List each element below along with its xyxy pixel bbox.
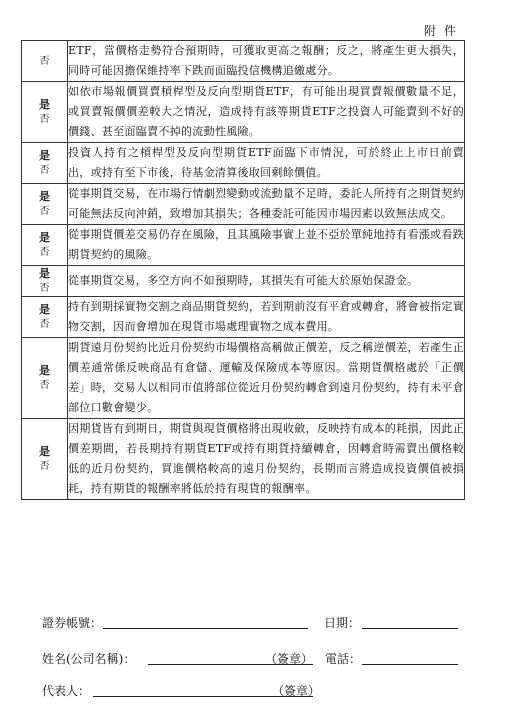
yes-option[interactable]: 是 (39, 98, 50, 111)
yes-option[interactable]: 是 (39, 149, 50, 162)
risk-row (22, 41, 465, 82)
risk-statement: 期貨遠月份契約比近月份契約市場價格高稱做正價差，反之稱逆價差，若產生正價差通常係反映商品有倉儲、運輸及保險成本等原因。當期貨價格處於「正價差」時，交易人以相同市值將部位從近月份契約轉倉到遠月份契約，持有未平倉部位口數會變少。 (68, 338, 465, 419)
date-field[interactable] (362, 628, 458, 629)
risk-disclosure-table (21, 40, 465, 500)
phone-field[interactable] (362, 664, 458, 665)
no-option[interactable]: 否 (39, 55, 50, 67)
risk-row (22, 297, 465, 338)
no-option[interactable]: 否 (39, 319, 50, 330)
yes-option[interactable]: 是 (39, 445, 50, 458)
yes-no-cell (22, 338, 68, 419)
no-option[interactable]: 否 (39, 461, 50, 472)
no-option[interactable]: 否 (39, 165, 50, 176)
risk-statement: ETF，當價格走勢符合預期時，可獲取更高之報酬；反之，將產生更大損失，同時可能因擔保維持率下跌而面臨投信機構追繳處分。 (68, 41, 465, 82)
risk-row (22, 266, 465, 297)
yes-no-cell (22, 225, 68, 266)
risk-row (22, 184, 465, 225)
annex-label: 附件 (424, 24, 465, 38)
risk-statement: 如依市場報價買賣槓桿型及反向型期貨ETF，有可能出現買賣報價數量不足，或買賣報價價差較大之情況，造成持有該等期貨ETF之投資人可能賣到不好的價錢、甚至面臨賣不掉的流動性風險。 (68, 82, 465, 143)
yes-no-cell (22, 82, 68, 143)
risk-statement: 從事期貨交易，在市場行情劇烈變動或流動量不足時，委託人所持有之期貨契約可能無法反向沖銷，致增加其損失；各種委託可能因市場因素以致無法成交。 (68, 184, 465, 225)
no-option[interactable]: 否 (39, 380, 50, 391)
risk-statement: 持有到期採實物交割之商品期貨契約，若到期前沒有平倉或轉倉，將會被指定實物交割，因而會增加在現貨市場處理實物之成本費用。 (68, 297, 465, 338)
yes-no-cell (22, 41, 68, 82)
yes-option[interactable]: 是 (39, 231, 50, 244)
risk-row (22, 82, 465, 143)
yes-option[interactable]: 是 (39, 267, 50, 280)
no-option[interactable]: 否 (39, 206, 50, 217)
signature-stamp-1: （簽章） (265, 652, 314, 666)
date-label: 日期： (324, 616, 361, 630)
yes-no-cell (22, 419, 68, 500)
no-option[interactable]: 否 (39, 114, 50, 125)
phone-label: 電話： (325, 652, 362, 666)
risk-statement: 從事期貨價差交易仍存在風險，且其風險事實上並不亞於單純地持有看漲或看跌期貨契約的風險。 (68, 225, 465, 266)
no-option[interactable]: 否 (39, 283, 50, 294)
yes-option[interactable]: 是 (39, 190, 50, 203)
yes-option[interactable]: 是 (39, 303, 50, 316)
name-label: 姓名(公司名稱)： (42, 652, 136, 666)
risk-statement: 從事期貨交易，多空方向不如預期時，其損失有可能大於原始保證金。 (68, 266, 465, 297)
signature-stamp-2: （簽章） (272, 684, 321, 698)
yes-no-cell (22, 143, 68, 184)
account-label: 證券帳號： (42, 616, 103, 630)
risk-row (22, 338, 465, 419)
yes-no-cell (22, 266, 68, 297)
yes-option[interactable]: 是 (39, 364, 50, 377)
no-option[interactable]: 否 (39, 247, 50, 258)
account-field[interactable] (103, 628, 308, 629)
yes-no-cell (22, 297, 68, 338)
representative-label: 代表人： (42, 684, 91, 698)
risk-statement: 投資人持有之槓桿型及反向型期貨ETF面臨下市情況，可於終止上市日前賣出，或持有至下市後，待基金清算後取回剩餘價值。 (68, 143, 465, 184)
risk-statement: 因期貨皆有到期日，期貨與現貨價格將出現收斂，反映持有成本的耗損，因此正價差期間，若長期持有期貨ETF或持有期貨持續轉倉，因轉倉時需賣出價格較低的近月份契約，買進價格較高的遠月份契約，長期而言將造成投資價值被損耗，持有期貨的報酬率將低於持有現貨的報酬率。 (68, 419, 465, 500)
risk-row (22, 419, 465, 500)
yes-no-cell (22, 184, 68, 225)
risk-row (22, 225, 465, 266)
risk-row (22, 143, 465, 184)
